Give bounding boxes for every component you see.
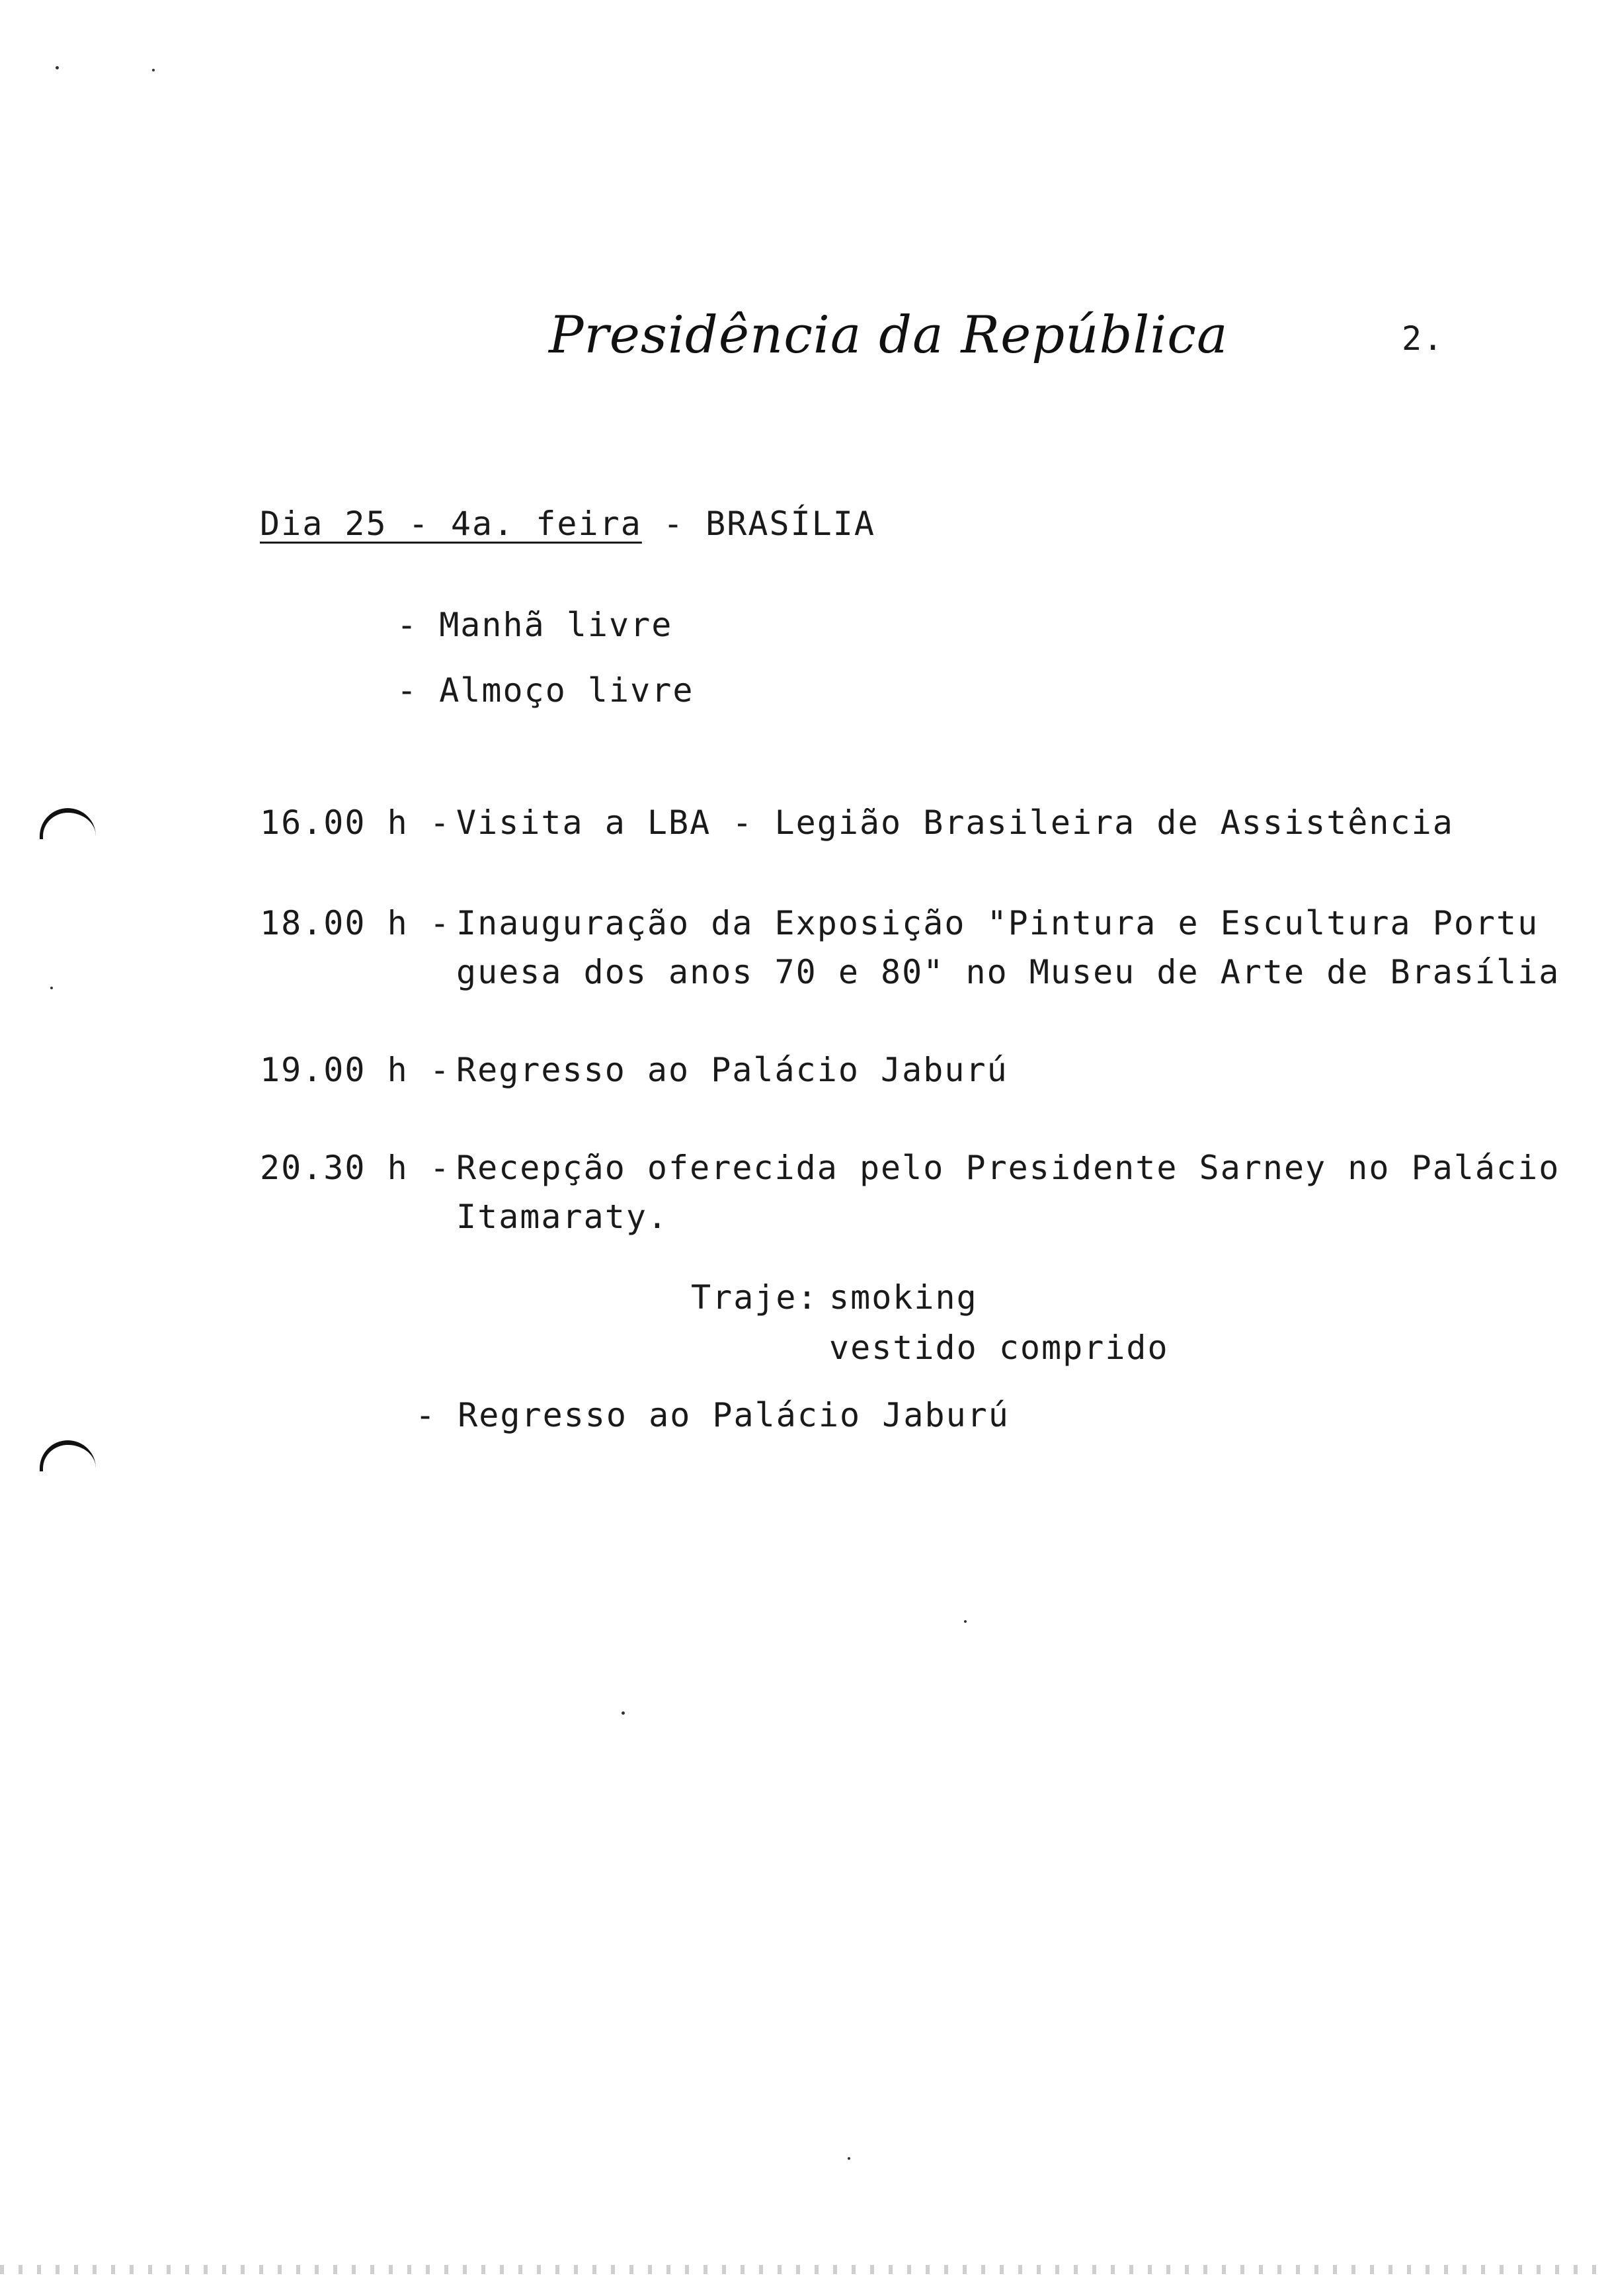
schedule-time: 16.00 h -: [260, 803, 451, 842]
lunch-item: - Almoço livre: [397, 671, 694, 710]
dress-code-men: smoking: [829, 1278, 978, 1317]
schedule-text-continued: Itamaraty.: [456, 1198, 669, 1236]
day-label: Dia 25 - 4a. feira: [260, 505, 642, 543]
city-label: BRASÍLIA: [705, 505, 875, 543]
schedule-time: 20.30 h -: [260, 1149, 451, 1187]
schedule-text: Visita a LBA - Legião Brasileira de Assistência: [456, 803, 1454, 842]
schedule-text: Recepção oferecida pelo Presidente Sarney no Palácio: [456, 1149, 1560, 1187]
letterhead: Presidência da República: [549, 306, 1228, 365]
scan-edge-noise: [0, 2265, 1608, 2274]
morning-item: - Manhã livre: [397, 606, 673, 644]
dress-code-label: Traje:: [691, 1278, 819, 1317]
final-item: - Regresso ao Palácio Jaburú: [415, 1396, 1010, 1434]
scan-speck: [56, 66, 59, 69]
dress-code-women: vestido comprido: [829, 1329, 1169, 1367]
schedule-time: 18.00 h -: [260, 904, 451, 942]
scan-speck: [50, 987, 53, 989]
scan-speck: [152, 69, 155, 71]
scan-speck: [622, 1711, 625, 1715]
schedule-text: Inauguração da Exposição "Pintura e Escultura Portu: [456, 904, 1539, 942]
day-heading: [260, 504, 875, 544]
page-number: 2.: [1402, 319, 1445, 358]
schedule-text-continued: guesa dos anos 70 e 80" no Museu de Arte de Brasília: [456, 953, 1560, 991]
schedule-time: 19.00 h -: [260, 1051, 451, 1089]
scan-speck: [848, 2157, 850, 2160]
scan-speck: [964, 1620, 967, 1623]
punch-hole-mark: [40, 808, 96, 839]
schedule-text: Regresso ao Palácio Jaburú: [456, 1051, 1008, 1089]
punch-hole-mark: [40, 1440, 96, 1471]
day-separator: -: [641, 505, 706, 543]
